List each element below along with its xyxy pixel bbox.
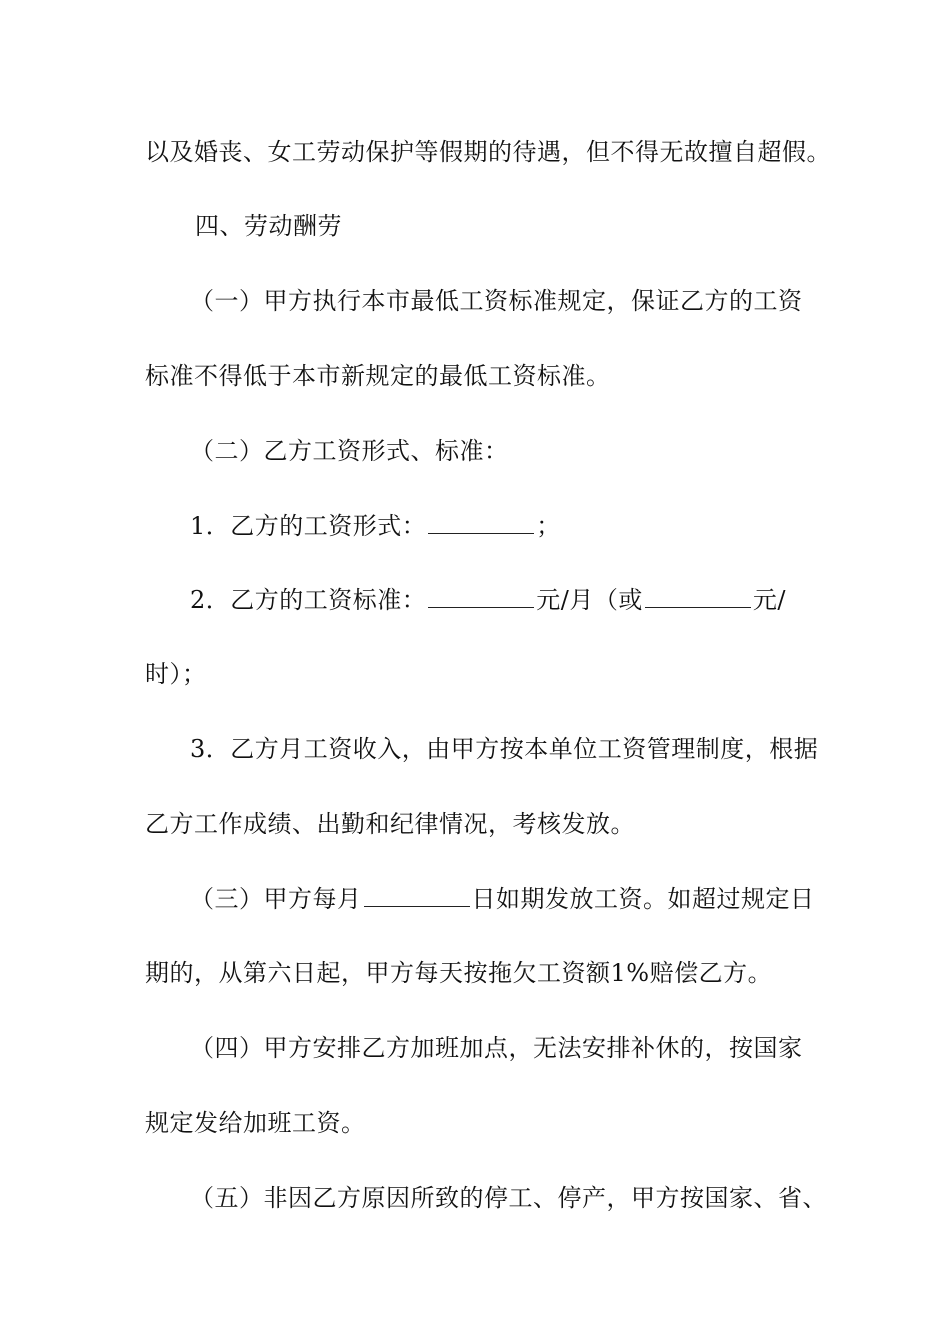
item-text: 元/月（或 bbox=[536, 586, 643, 614]
fill-in-blank[interactable] bbox=[364, 884, 470, 907]
paragraph-line: 3．乙方月工资收入，由甲方按本单位工资管理制度，根据 bbox=[190, 735, 819, 763]
paragraph-line: 乙方工作成绩、出勤和纪律情况，考核发放。 bbox=[145, 810, 635, 838]
paragraph-line bbox=[190, 884, 815, 914]
item-text: 1．乙方的工资形式： bbox=[190, 512, 427, 540]
paragraph-line bbox=[190, 585, 786, 615]
fill-in-blank[interactable] bbox=[428, 585, 534, 608]
item-text: 2．乙方的工资标准： bbox=[190, 586, 427, 614]
paragraph-line: （五）非因乙方原因所致的停工、停产，甲方按国家、省、 bbox=[190, 1184, 827, 1212]
item-text: 日如期发放工资。如超过规定日 bbox=[471, 885, 815, 913]
paragraph-line: （二）乙方工资形式、标准： bbox=[190, 437, 509, 465]
item-text: 元/ bbox=[752, 586, 786, 614]
section-heading: 四、劳动酬劳 bbox=[195, 212, 342, 240]
paragraph-line: 以及婚丧、女工劳动保护等假期的待遇，但不得无故擅自超假。 bbox=[145, 138, 831, 166]
item-text: （三）甲方每月 bbox=[190, 885, 362, 913]
fill-in-blank[interactable] bbox=[428, 511, 534, 534]
paragraph-line: （一）甲方执行本市最低工资标准规定，保证乙方的工资 bbox=[190, 287, 803, 315]
item-text: ； bbox=[536, 512, 561, 540]
paragraph-line: 期的，从第六日起，甲方每天按拖欠工资额1%赔偿乙方。 bbox=[145, 959, 773, 987]
fill-in-blank[interactable] bbox=[645, 585, 751, 608]
paragraph-line: 时）； bbox=[145, 660, 207, 688]
paragraph-line bbox=[190, 511, 561, 541]
paragraph-line: 规定发给加班工资。 bbox=[145, 1109, 366, 1137]
paragraph-line: 标准不得低于本市新规定的最低工资标准。 bbox=[145, 362, 611, 390]
paragraph-line: （四）甲方安排乙方加班加点，无法安排补休的，按国家 bbox=[190, 1034, 803, 1062]
